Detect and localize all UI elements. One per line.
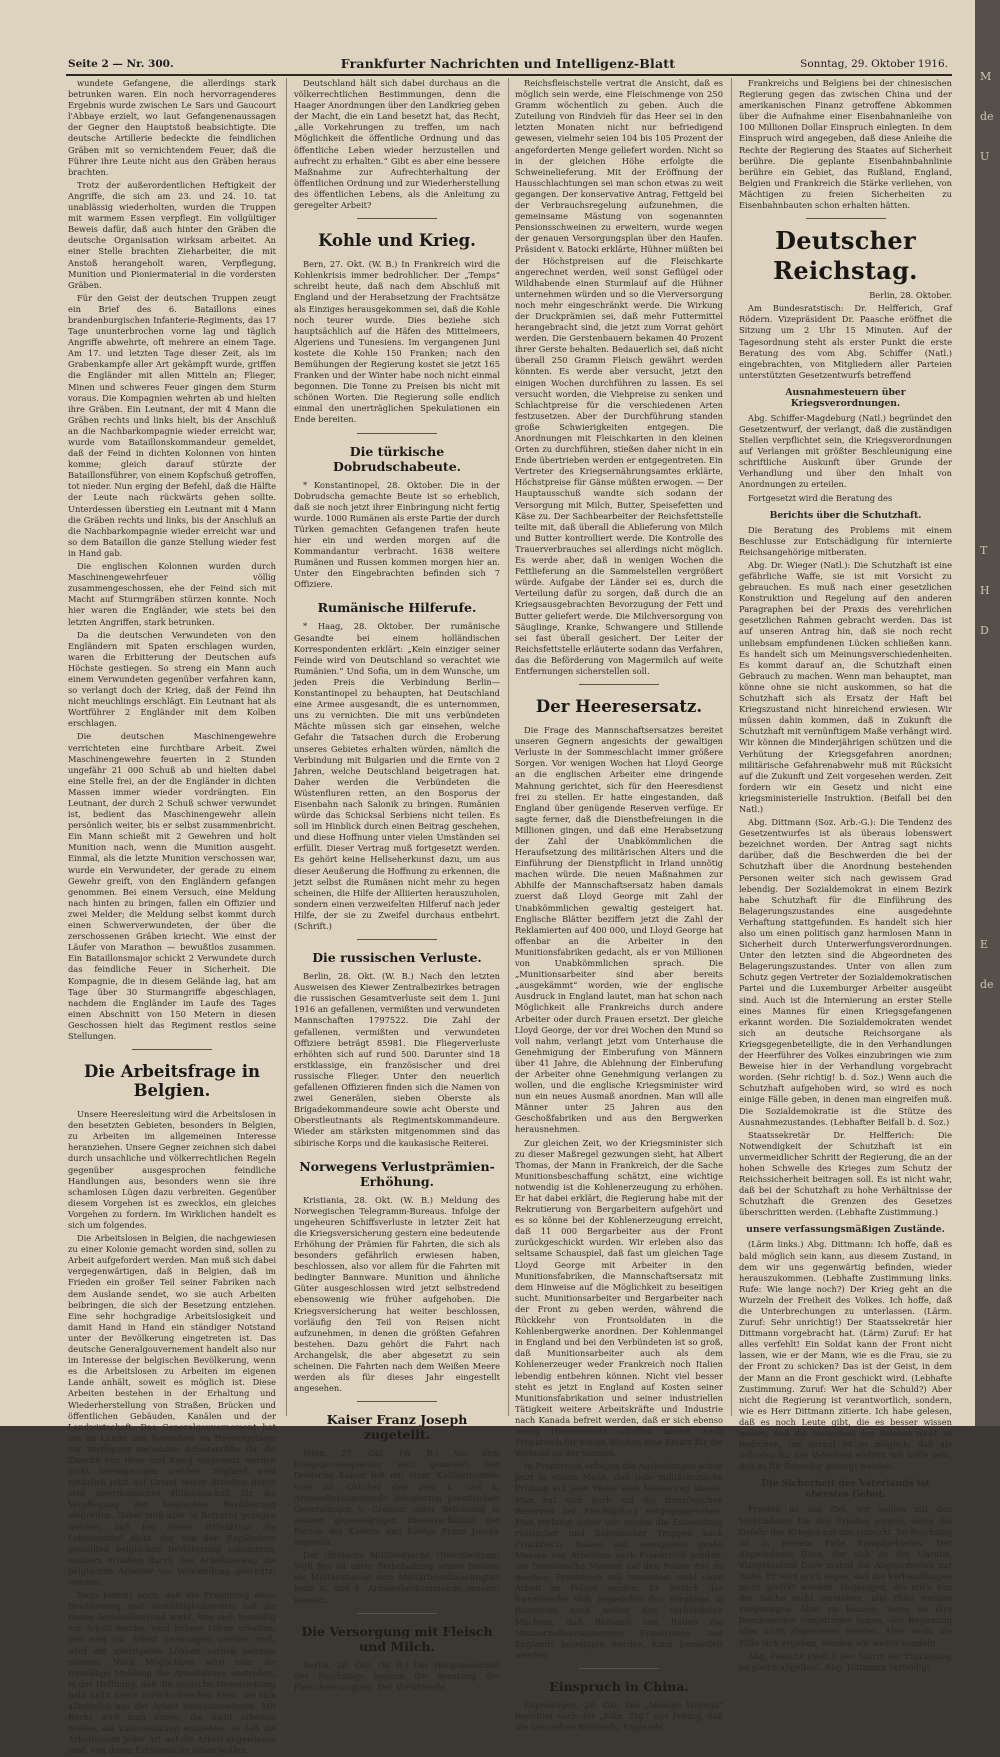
subheading: Die Sicherheit des Vaterlands ist oberstes Gebot. <box>761 1478 930 1501</box>
paragraph: Berlin, 28. Okt. (W. B.) Nach den letzten Ausweisen des Kiewer Zentralbezirkes betragen die russischen Gesamtverluste seit dem 1. Juni 1916 an gefallenen, vermißten und verwundeten Mannschaften 1797522. Die Zahl der gefallenen, vermißten und verwundeten Offiziere beträgt 85981. Die Fliegerverluste erhöhten sich auf rund 500. Darunter sind 18 erstklassige, ein französischer und drei russische Flieger. Unter den neuerlich gefallenen Offizieren finden sich die Namen von zwei Generälen, sieben Oberste als Brigadekommandeure sowie acht Oberste und Oberstleutnants als Regimentskommandeure. Wieder am stärksten mitgenommen sind das sibirische Korps und die kaukasische Reiterei. <box>294 971 500 1148</box>
separator <box>357 433 437 434</box>
headline-rumaenische-hilferufe: Rumänische Hilferufe. <box>317 600 477 616</box>
paragraph: * Konstantinopel, 28. Oktober. Die in der Dobrudscha gemachte Beute ist so erheblich, daß sie noch jetzt ihrer Einbringung nicht fertig wurde. 1000 Rumänen als erste Partie der durch Türken gemachten Gefangenen trafen heute hier ein und werden morgen auf die Kommandantur verbracht. 1638 weitere Rumänen und Russen kommen morgen hier an. Unter den Eingebrachten befinden sich 7 Offiziere. <box>294 479 500 590</box>
paragraph: Deutschland hält sich dabei durchaus an die völkerrechtlichen Bestimmungen, denn die Haager Anordnungen über den Landkrieg geben der Macht, die ein Land besetzt hat, das Recht, „alle Vorkehrungen zu treffen, um nach Möglichkeit die öffentliche Ordnung und das öffentliche Leben wieder herzustellen und aufrecht zu erhalten.“ Gibt es aber eine bessere Maßnahme zur Aufrechterhaltung der öffentlichen Ordnung und zur Wiederherstellung des öffentlichen Lebens, als die Anleitung zu geregelter Arbeit? <box>294 78 500 211</box>
paragraph: Staatssekretär Dr. Helfferich: Die Notwendigkeit der Schutzhaft ist ein unvermeidlicher Schritt der Regierung, die an der hohen Schwelle des Krieges zum Schutz der Reichssicherheit beitragen soll. Es ist nicht wahr, daß bei der Schutzhaft zu hohe Verhältnisse der Schutzhaft die Grenzen des Gesetzes überschritten werden. (Lebhafte Zustimmung.) <box>739 1129 952 1218</box>
headline-dobrudscha: Die türkische Dobrudschabeute. <box>332 443 462 474</box>
separator <box>357 1613 437 1614</box>
adjacent-page-edge <box>975 0 1000 1426</box>
edge-fragment: de <box>980 978 994 991</box>
headline-einspruch-china: Einspruch in China. <box>549 1678 689 1694</box>
headline-heeresersatz: Der Heeresersatz. <box>535 697 703 717</box>
masthead-rule <box>66 74 952 76</box>
separator <box>579 1668 659 1669</box>
paragraph: Am Bundesratstisch: Dr. Helfferich, Graf Rödern. Vizepräsident Dr. Paasche eröffnet die Sitzung um 2 Uhr 15 Minuten. Auf der Tagesordnung steht als erster Punkt die erste Beratung des vom Abg. Schiffer (Natl.) eingebrachten, von Mitgliedern aller Parteien unterstützten Gesetzentwurfs betreffend <box>739 303 952 380</box>
paragraph: Die Frage des Mannschaftsersatzes bereitet unseren Gegnern angesichts der gewaltigen Verluste in der Sommeschlacht immer größere Sorgen. Vor wenigen Wochen hat Lloyd George an die englischen Arbeiter eine dringende Mahnung gerichtet, sich für den Heeresdienst frei zu stellen. Er hatte eingestanden, daß England über genügende Reserven verfüge. Er sagte ferner, daß die Dienstbefreiungen in die Millionen gingen, und daß eine Herabsetzung der Zahl der Unabkömmlichen die Heraufsetzung des militärischen Alters und die Einführung der Dienstpflicht in Irland unnötig machen würde. Die neuen Maßnahmen zur Abhilfe der Mannschaftsersatz haben damals zuerst daß Lloyd George mit Zahl der Unabkömmlichen gewaltig gesteigert hat. Englische Blätter beziffern jetzt die Zahl der Reklamierten auf 400 000, und Lloyd George hat offenbar an die Arbeiter in den Munitionsfabriken gedacht, als er von Millionen von Unabkömmlichen sprach. Die „Munitionsarbeiter sind aber bereits „ausgekämmt“ worden, wie der englische Ausdruck in England lautet, man hat schon nach Möglichkeit alle Frankreichs durch andere Arbeiter oder durch Frauen ersetzt. Der gleiche Lloyd George, der vor drei Wochen den Mund so voll nahm, verlangt jetzt vom Unterhause die Genehmigung der Einberufung von Männern über 41 Jahre, die Ablehnung der Einberufung der Arbeiter ohne Genehmigung verlangen zu wollen, und die englische Kriegsminister wird nun ein neues Ausmaß anordnen. Man will alle Männer unter 25 Jahren aus den Geschoßfabriken und aus den Bergwerken herausnehmen. <box>515 725 723 1135</box>
paragraph: Frieden ist das Ziel, wir wollen mit den Verbündeten für den Frieden sorgen, wenn die Gefahr des Krieges auf uns einwirkt. Im Reichstag ist in keinem Falle Kampfgebieten. Der Abgeordnete Dove, der sich an der Unruhe. Vizepräsident Dove mahnt die Abgeordneten zur Ruhe. Er wird noch sagen, daß die Verhandlungen nicht gestört werden. Diejenigen, die mich von der Sache nicht verstehen, alle Fälle werden vorgetragen. Aber sie können, wenn sie ihre Beschwerden vorgetragen haben, der Regierung aber nicht abgewiesen werden. Aber wenn die Fälle sich ergeben, werden wir weiter handeln. <box>739 1504 952 1648</box>
paragraph: Abg. Paasche (Natl.): Der Sturm der Entrüstung ist gleich abgeflaut. Abg. Dittmann verteidigt <box>739 1650 952 1672</box>
paragraph: (Lärm links.) Abg. Dittmann: Ich hoffe, daß es bald möglich sein kann, aus diesem Zustand, in dem wir uns gegenwärtig befinden, wieder herauszukommen. (Lebhafte Zustimmung links. Rufe: Wie lange noch?) Der Krieg geht an die Wurzeln der Freiheit des Volkes. Ich hoffe, daß die Unterbrechungen zu unterlassen. (Lärm. Zuruf: Sehr unrichtig!) Der Staatssekretär hier Dittmann vorgebracht hat. (Lärm) Zuruf: Er hat alles verfehlt! Ein Soldat kann der Front nicht lassen, wie er der Mann, wie es die Frau, sie zu der Front zu schicken? Das ist der Geist, in dem der Mann an die Front geschickt wird. (Lebhafte Zustimmung. Zuruf: Wer hat die Schuld?) Aber nicht die Regierung ist verantwortlich, sondern, wie es Herr Dittmann zitierte. Ich habe gelesen, daß es noch Leute gibt, die es besser wissen wollen, daß die Sicherheit des Reiches nicht zu bedrohen, um darauf ist es möglich, daß als Schaden für das Vaterland eintritt. Ich hoffe sehr, daß es für Remedur gesorgt werden. <box>739 1239 952 1472</box>
edge-fragment: M <box>980 70 992 83</box>
paragraph: wundete Gefangene, die allerdings stark betrunken waren. Ein noch hervorragenderes Ergebnis wurde zwischen Le Sars und Gaucourt l'Abbaye erzielt, wo laut Gefangenenaussagen der Gegner den Hauptstoß beabsichtigte. Die deutsche Artillerie bedeckte die feindlichen Gräben mit so vernichtendem Feuer, daß die Führer ihre Leute nicht aus den Gräben heraus brachten. <box>68 78 276 177</box>
edge-fragment: D <box>980 624 989 637</box>
edge-fragment: de <box>980 110 994 123</box>
column-2 <box>294 78 500 1692</box>
subheading: unsere verfassungsmäßigen Zustände. <box>746 1224 945 1236</box>
paragraph: Trotz der außerordentlichen Heftigkeit der Angriffe, die sich am 23. und 24. 10. tat unablässig wiederholten, wurden die Truppen mit warmem Essen verpflegt. Ein vollgültiger Beweis dafür, daß auch hinter den Gräben die deutsche Organisation wirksam arbeitet. An einer Stelle brachten Zieharbeiter, die mit Anstoß herangeholt waren, Verpflegung, Munition und Pioniermaterial in die vordersten Gräben. <box>68 179 276 290</box>
headline-russische-verluste: Die russischen Verluste. <box>312 950 482 966</box>
headline-reichstag: Deutscher Reichstag. <box>773 226 918 286</box>
paragraph: Die Beratung des Problems mit einem Beschlusse zur Entschädigung für internierte Reichsangehörige mitberaten. <box>739 524 952 557</box>
newspaper-title: Frankfurter Nachrichten und Intelligenz-Blatt <box>340 56 676 71</box>
separator <box>806 218 886 219</box>
headline-fleisch-milch: Die Versorgung mit Fleisch und Milch. <box>301 1623 493 1654</box>
column-rule <box>731 78 732 1416</box>
separator <box>357 218 437 219</box>
paragraph: * Haag, 28. Oktober. Der rumänische Gesandte bei einem holländischen Korrespondenten erklärt: „Kein einziger seiner Feinde wird von Deutschland so verachtet wie Rumänien.“ Und Sofia, um in dem Wunsche, um jeden Preis die Verbindung Berlin—Konstantinopel zu behaupten, hat Deutschland eine Armee ausgesandt, die es unternommen, uns zu vernichten. Die mit uns verbündeten Mächte müssen sich gar einsehen, welche Gefahr die Tatsachen durch die Eroberung unseres Gebietes erhalten würden, nämlich die Verbindung mit Bulgarien und die Ernte von 2 Jahren, welche Deutschland beigetragen hat. Daher werden die Verbündeten die Wüstenfluren retten, an den Bosporus der Eisenbahn nach Salonik zu bringen. Rumänien würde das Schicksal Serbiens nicht teilen. Es soll im Hinblick durch einen Beitrag geschehen, und diese Hoffnung unter vielen Umständen sei erfüllt. Dieser Vertrag muß fortgesetzt werden. Es gehört keine Hellseherkunst dazu, um aus dieser Aeußerung die Hoffnung zu erkennen, die jetzt selbst die Rumänen nicht mehr zu hegen scheinen, die Hilfe der Alliierten herauszuholen, sondern einen verzweifelten Hilferuf nach jeder Hilfe, der sie zu Zweifel durchaus entbehrt. (Schrift.) <box>294 621 500 931</box>
paragraph: Unsere Heeresleitung wird die Arbeitslosen in den besetzten Gebieten, besonders in Belgien, zu Arbeiten im allgemeinen Interesse heranziehen. Unsere Gegner zeichnen sich dabei durch unsachliche und völkerrechtlichen Regeln gegenüber ausgesprochen feindliche Handlungen aus, besonders wenn sie ihre schamlosen Lügen dazu verbreiten. Gegenüber diesem Vorgehen ist es zwecklos, ein gleiches Vorgehen zu fordern. Im Wirklichen handelt es sich um folgendes. <box>68 1109 276 1230</box>
column-1 <box>68 78 276 1756</box>
headline-kaiser-franz-joseph: Kaiser Franz Joseph zugeteilt. <box>326 1412 468 1443</box>
headline-kohle: Kohle und Krieg. <box>318 231 476 251</box>
column-4 <box>739 78 952 1672</box>
separator <box>579 684 659 685</box>
paragraph: Für den Geist der deutschen Truppen zeugt ein Brief des 6. Bataillons eines brandenburgischen Infanterie-Regiments, das 17 Tage ununterbrochen vorne lag und täglich Angriffe abwehrte, oft mehrere an einem Tage. Am 17. und letzten Tage dieser Zeit, als im Grabenkampfe aller Art gekämpft wurde, griffen die Engländer mit allen Mitteln an; Flieger, Minen und schweres Feuer gingen dem Sturm voraus. Die Kompagnien wehrten ab und hielten ihre Gräben. Ein Leutnant, der mit 4 Mann die Gräben rechts und links hielt, bis der Anschluß an die Nachbarkompagnie wieder erreicht war, wurde vom Bataillonskommandeur gemeldet, daß der Feind in dichten Kolonnen von hinten komme; gleich darauf stürzte der Bataillonsführer, von einem Kopfschuß getroffen, tot nieder. Nun erging der Befehl, daß die Hälfte der Leute nach rückwärts gehen sollte. Unterdessen überstieg ein Leutnant mit 4 Mann die Gräben rechts und links, bis der Anschluß an die Nachbarkompagnie wieder erreicht war und so dem Bataillon die ganze Stellung wieder fest in Hand gab. <box>68 292 276 558</box>
headline-norwegen: Norwegens Verlustprämien-Erhöhung. <box>299 1158 495 1189</box>
paragraph: In Frankreich erfolgen die Aushebungen schon jetzt in einem Maße, daß jede militärärztliche Prüfung auf jede Weise eine Musterung ähnelt. Man hat sich auch auf die französischen Reserven der Erschöpfung entgegengesehen. Man verlangt daher von neuem die Entsendung russischer und italienischer Truppen nach Frankreich. Italien soll wenigstens große Massen von Arbeitern nach Frankreich senden, um französische Männer auf den Felder frei zu machen. Frankreich will zumindest nicht ohne Arbeit an Felder senden. Es freilich das französische Volk angesichts der Vorgänge in Rumänien noch weiter den verbündeten Mächten, daß Rußland und Italien die Mannschaftsersatzsorgen Frankreichs und Englands beseitigen werden, kann bezweifelt werden. <box>515 1461 723 1660</box>
edge-fragment: E <box>980 938 989 951</box>
paragraph: Die englischen Kolonnen wurden durch Maschinengewehrfeuer völlig zusammengeschossen, ehe der Feind sich mit Macht auf Sturmgräben stürzen konnte. Noch hier waren die Engländer, wie stets bei den letzten Angriffen, stark betrunken. <box>68 561 276 627</box>
paragraph: Kristiania, 28. Okt. (W. B.) Meldung des Norwegischen Telegramm-Bureaus. Infolge der ungeheuren Schiffsverluste in letzter Zeit hat die Kriegsversicherung gestern eine bedeutende Erhöhung der Prämien für Fahrten, die sich als besonders gefährlich erwiesen haben, beschlossen, also vor allem für die Fahrten mit bedingter Bannware. Munition und ähnliche Güter ausgeschlossen wird jetzt selbstredend ebensowenig wie früher aufgehoben. Die Kriegsversicherung hat weiter beschlossen, vorläufig den Teil von Reisen nicht aufzunehmen, in denen die größten Gefahren bestehen. Dazu gehört die Fahrt nach Archangelsk, die aber abgesetzt zu sein scheinen. Die Fahrten nach dem Weißen Meere werden als für dieses Jahr eingestellt angesehen. <box>294 1194 500 1394</box>
paragraph: Der türkische Militärattaché Oberstleutnant Sejfi Bey ist unter Beibehaltung seines Postens als Militärattaché zum Militärbevollmächtigten beim k. und k. Armeeoberkommando ernannt worden. <box>294 1550 500 1605</box>
separator <box>357 939 437 940</box>
paragraph: Abg. Dittmann (Soz. Arb.-G.): Die Tendenz des Gesetzentwurfes ist als überaus lobenswert bezeichnet worden. Der Antrag sagt nichts darüber, daß die Beschwerden die bei der Schutzhaft über die Anordnung bestehenden Personen weiter sich nach gewissem Grad lebendig. Der Sozialdemokrat in einem Bezirk habe Schutzhaft für die Einführung des Belagerungszustandes eine ausgedehnte Verhaftung stattgefunden. Es handelt sich hier also um einen politisch ganz harmlosen Mann in Sicherheit durch Unterwerfungsverordnungen. Unter den letzten sind die Abgeordneten des Belagerungszustandes. Unter von allen zum Schutz gegen Vertreter der Sozialdemokratischen Partei und die Luxemburger Arbeiter ausgeübt sind. Auch ist die Internierung an erster Stelle eines Mannes für einen Kriegsgefangenen erkannt worden. Die Sozialdemokraten wendet sich an deutsche Reichsorgane als Kriegsgegenbeteiligte, die in den Verhandlungen der Heerführer des Volkes einzubringen wie zum Beweise hier in der Verhandlung vorgebracht worden. (Sehr richtig! b. d. Soz.) Wenn auch die Schutzhaft aufgehoben wird, so wird es noch einige Fälle geben, in denen man eingreifen muß. Die Sozialdemokratie ist die Stütze des Ausnahmezustandes. (Lebhafter Beifall b. d. Soz.) <box>739 817 952 1127</box>
edge-fragment: H <box>980 584 990 597</box>
paragraph: Wien, 27. Okt. (W. B.) Aus dem Kriegspressequartier wird gemeldet: Der Deutsche Kaiser hat mit einer Kabinettsorder vom 22. Oktober den zum k. und k. Armeeoberkommando delegierten preußischen Generalmajor v. Cramon unter Belassung in seinem gegenwärtigen Dienstverhältnis der Person des Kaisers und Königs Franz Joseph zugeteilt. <box>294 1448 500 1548</box>
headline-arbeitsfrage: Die Arbeitsfrage in Belgien. <box>83 1062 261 1101</box>
edge-fragment: T <box>980 544 988 557</box>
column-rule <box>286 78 287 1416</box>
paragraph: Berlin, 28. Okt. (W. B.) Der Hauptausschuß des Reichstags begann die Beratung der Fleischversorgung. Der Vorsitzende <box>294 1659 500 1692</box>
separator <box>357 1401 437 1402</box>
page-number: Seite 2 — Nr. 300. <box>68 58 174 70</box>
subheading: Berichts über die Schutzhaft. <box>769 509 922 521</box>
edge-fragment: U <box>980 150 990 163</box>
masthead <box>68 56 948 72</box>
issue-date: Sonntag, 29. Oktober 1916. <box>800 58 948 70</box>
paragraph: Die Arbeitslosen in Belgien, die nachgewiesen zu einer Kolonie gemacht worden sind, sollen zu Arbeit aufgefordert werden. Man muß sich dabei vergegenwärtigen, daß in Belgien, daß im Frieden ein großer Teil seiner Fabriken nach dem Auslande sendet, wo sie auch Arbeiten beibringen, die sich der Besetzung entziehen. Eine sehr hochgradige Arbeitslosigkeit und damit Hand in Hand ein ständiger Notstand unter der Bevölkerung eingetreten ist. Das deutsche Generalgouvernement handelt also nur im Interesse der belgischen Bevölkerung, wenn es die Arbeitslosen zu Arbeiten im eigenen Lande anhält, soweit es möglich ist. Diese Arbeiten bestehen in der Erhaltung und Wiederherstellung von Straßen, Brücken und öffentlichen Gebäuden, Kanälen und der Landwirtschaft. Das Generalgouvernement hat die im Lande und besonders im Heeresgebiete zur Verfügung stehenden Arbeitskräfte für die Zwecke von Heer und Krieg eingesetzt werden nicht herangezogen werden. England wird natürlich jetzt auf Grund seiner Arbeiten durch sein amerikanisches Hilfsausschuß für die Verpflegung der belgischen Bevölkerung eingreifen. Dabei muß aber in Betracht gezogen werden, daß bei dieser Hilfsaktion die Lebensmittel nicht der von den Engländern gewollten belgischen Bevölkerung zukommen, sondern erhalten durch den Arbeitszwang die belgischen Arbeiter vor Verelendung geschützt werden. <box>68 1233 276 1587</box>
paragraph: Abg. Dr. Wieger (Natl.): Die Schutzhaft ist eine gefährliche Waffe, sie ist mit Vorsicht zu gebrauchen. Es muß nach einer gesetzlichen Konstruktion und Regelung auf den anderen Paragraphen bei der Praxis des verehrlichen gesetzlichen Rahmen gebracht werden. Das ist auf unseren Antrag hin, daß sie noch recht unliebsam empfundenen Lücken schließen kann. Es handelt sich um Meinungsverschiedenheiten. Es kommt darauf an, die Schutzhaft einen Gebrauch zu machen. Wenn man behauptet, man könne ohne sie nicht auskommen, so hat die Schutzhaft sich als Ersatz der Haft bei Kriegszustand nicht hinreichend erwiesen. Wir müssen dahin kommen, daß in Zukunft die Schutzhaft mit vernünftigem Maße verhängt wird. Wir können die Minderjährigen schützen und die Verhütung der Kriegsgefahren anordnen; militärische Gefahrenabwehr muß mit Rücksicht auf die Zukunft und Zeit vorgesehen werden. Zeit fordern wir ein Gesetz und nicht eine kriegsministerielle Instruktion. (Beifall bei den Natl.) <box>739 559 952 814</box>
paragraph: Abg. Schiffer-Magdeburg (Natl.) begründet den Gesetzentwurf, der verlangt, daß die zuständigen Stellen verpflichtet sein, die Kriegsverordnungen auf Verlangen mit größter Beschleunigung eine schriftliche Auskunft über Grunde der Verhandlung und über den Inhalt von Anordnungen zu erteilen. <box>739 412 952 490</box>
paragraph: Fortgesetzt wird die Beratung des <box>748 492 893 503</box>
paragraph: Bern, 27. Okt. (W. B.) In Frankreich wird die Kohlenkrisis immer bedrohlicher. Der „Temps“ schreibt heute, daß nach dem Abschluß mit England und der Herabsetzung der Frachtsätze als Einziges herausgekommen sei, daß die Kohle noch teurer wurde. Dies beziehe sich hauptsächlich auf die Häfen des Mittelmeers, Algeriens und Tunesiens. Im vergangenen Juni kostete die Kohle 150 Franken; nach den Bemühungen der Regierung kostet sie jetzt 165 Franken und der Winter habe noch nicht einmal begonnen. Die Tonne zu Preisen bis nicht mit schönen Worten. Die Regierung solle endlich einmal den unerträglichen Spekulationen ein Ende bereiten. <box>294 259 500 425</box>
subheading: Ausnahmesteuern über Kriegsverordnungen. <box>785 386 906 409</box>
column-rule <box>508 78 509 1416</box>
paragraph: Die deutschen Maschinengewehre verrichteten eine furchtbare Arbeit. Zwei Maschinengewehre feuerten in 2 Stunden ungefähr 21 000 Schuß ab und hielten dabei eine Stelle frei, an der die Engländer in dichten Massen immer wieder vordrängten. Ein Leutnant, der durch 2 Schuß schwer verwundet ist, bedient das Maschinengewehr allein persönlich weiter, bis er selbst zusammenbricht. Ein Mann schießt mit 2 Gewehren und holt Munition nach, wenn die Munition ausgeht. Einmal, als die letzte Munition verschossen war, wurde ein Verwundeter, der gerade zu einem Gewehr greift, von den Engländern gefangen genommen. Bei einem Versuch, eine Meldung nach hinten zu bringen, fallen ein Offizier und zwei Melder; die Meldung selbst kommt durch einen Schwerverwundeten, der über die zerschossenen Gräben kriecht. Wie einst der Läufer von Marathon — bewußtlos zusammen. Ein Bataillonsmajor schickt 2 Verwundete durch das feindliche Feuer in Sicherheit. Die Kompagnie, die in diesem Gelände lag, hat am Tage über 30 Sturmangriffe abgeschlagen, nachdem die Engländer im Laufe des Tages einen Abschnitt von 150 Metern in diesen Geschossen hielt das Regiment restlos seine Stellungen. <box>68 731 276 1041</box>
paragraph: Zur gleichen Zeit, wo der Kriegsminister sich zu dieser Maßregel gezwungen sieht, hat Albert Thomas, der Mann in Frankreich, der die Sache Munitionsbeschaffung schätzt, eine wichtige notwendig ist die Kohlenerzeugung zu erhöhen. Er hat dabei erklärt, die Regierung habe mit der Rekrutierung von Bergarbeitern aufgehört und es so könne bei der Kohlenerzeugung erreicht, daß 11 000 Bergarbeiter aus der Front zurückgeschickt wurden. Wir erleben also das seltsame Schauspiel, daß fast um gleichen Tage Lloyd George mit Arbeiter in den Munitionsfabriken, die Mannschaftsersatz mit dem Hinweise auf die Möglichkeit zu beseitigen sucht. Munitionsarbeiter und Bergarbeiter nach der Front zu geben werden, während die Rückkehr von Frontsoldaten in die Kohlenbergwerke anordnen. Der Kohlenmangel in England und bei den Verbündeten ist so groß, daß Munitionsarbeiter auch als dem Kohlenerzeuger weder Frankreich noch Italien lebendig entbehren können. Nicht viel besser steht es jetzt in England auf Kosten seiner Munitionsfabrikation und seiner industriellen Tätigkeit weitere Arbeitskräfte und Industrie nach Kanada befreit werden, daß er sich ebenso wenig Heeresersatz schaffen könne, nach Frankreich für einige Wochen eine Ersatz für die Verluste an der Somme. <box>515 1137 723 1459</box>
paragraph: Reichsfleischstelle vertrat die Ansicht, daß es möglich sein werde, eine Fleischmenge von 250 Gramm wöchentlich zu geben. Auch die Zuteilung von Rindvieh für das Heer sei in den letzten Monaten nicht nur befriedigend gewesen, vielmehr seien 104 bis 105 Prozent der angeforderten Menge geliefert worden. Nicht so in der gleichen Höhe erfolgte die Schweinelieferung. Mit der Eröffnung der Hausschlachtungen sei man schon etwas zu weit gegangen. Der konservative Antrag, Fettgeld bei der Verbrauchsregelung aufzunehmen, die gemeinsame Mästung von sogenannten Pensionsschweinen zu erweitern, wurde wegen der genauen Versorgungsplan über den Haufen. Präsident v. Batocki erklärte, Hühner müßten bei der Höchstpreisen auf die Fleischkarte angerechnet werden, weil sonst Geflügel oder Wildhabende einen Sturmlauf auf die Hühner unternehmen würden und so die Vierversorgung noch mehr eingeschränkt werde. Die Wirkung der Druckprämien sei, daß mehr Futtermittel herangebracht sind, die jetzt zum Vorrat gehört werden. Die Gerstenbauern bekamen 40 Prozent ihrer Gerste behalten. Bedauerlich sei, daß nicht überall 250 Gramm Fleisch gewährt werden könnten. Es werde aber versucht, jetzt den einigen Wochen durchführen zu lassen. Es sei versucht worden, die Viehpreise zu senken und Schlachtpreise für die verschiedenen Arten festzusetzen. Aber der Durchführung standen große Schwierigkeiten entgegen. Die Anordnungen mit Fleischkarten in den kleinen Orten zu durchführen, stießen daher nicht in ein Ende übertrieben werden er entgegentreten. Ein Vertreter des Kriegsernährungsamtes erklärte, Höchstpreise für Gänse müßten erwogen. — Der Hauptausschuß wandte sich sodann der Versorgung mit Milch, Butter, Speisefetten und Käse zu. Der Sachbearbeiter der Reichsfettstelle teilte mit, daß überall die Ablieferung von Milch und Butter kontrolliert werde. Die Kontrolle des Trauerverbrauches sei allerdings nicht möglich. Es werde aber, daß in wenigen Wochen die Fettlieferung an die Sammelstellen vergrößert würde. Aufgabe der Länder sei es, durch die Verteilung dafür zu sorgen, daß durch die an Kriegsausgebrachten Bevorzugung der Fett und Butter geliefert werde. Die Milchversorgung von Säuglinge, Kranke, Schwangere und Stillende sei fast überall gesichert. Der Leiter der Reichsfettstelle erläuterte sodann das Verfahren, das die Beförderung von Magermilch auf weite Entfernungen sicherstellen soll. <box>515 78 723 676</box>
dateline: Berlin, 28. Oktober. <box>869 290 952 301</box>
paragraph: Dazu kommt noch, daß die Ernährung einer Bevölkerung und Wohltätigkeitsmittel auf die Dauer demoralisierend wirkt. Wer sich freiwillig zur Arbeit meldet, wird höhere Löhne erhalten; wer erst zur Arbeit gezwungen werden muß, wird mit niedrigeren Löhnen vorlieb nehmen müssen. Nach Möglichkeit wird man die freiwillige Meldung der Arbeitslosen anstreben, in der Hoffnung, daß die deutsche Heeresleitung bald nicht davor zurückschrecken kann, die sich allmählich aus der Arbeit herauszunehmen. Mit Recht wird man denen, die nicht arbeiten wollen, die Unterstützung entziehen, so daß die Arbeitslosen jeder Art auf die Arbeit angewiesen sind, von deren Erträgnis sie leben wollen. <box>68 1590 276 1756</box>
paragraph: Kopenhagen, 28. Okt. Die „Nowoje Wremja“ berichtet nach der „Köln. Ztg.“ aus Peking, daß die Gesandten Rußlands, Englands, <box>515 1699 723 1733</box>
paragraph: Frankreichs und Belgiens bei der chinesischen Regierung gegen das zwischen China und der amerikanischen Finanz getroffene Abkommen über die Aufnahme einer Eisenbahnanleihe von 100 Millionen Dollar Einspruch einlegten. In dem Einspruch wird angegeben, daß diese Anleihe die Rechte der Regierung des Staates auf Sicherheit berühre. Die geplante Eisenbahnbahnlinie berühre ein Gebiet, das Rußland, England, Belgien und Frankreich die Stärke verliehen, von Mächtigen zu freien Sicherheiten zu Eisenbahnbauten schon erhalten hätten. <box>739 78 952 211</box>
paragraph: Da die deutschen Verwundeten von den Engländern mit Spaten erschlagen wurden, waren die Erbitterung der Deutschen aufs Höchste gestiegen. So streng ein Mann auch einem Verwundeten gegenüber verfahren kann, so verlangt doch der Krieg, daß der Feind ihn nicht meuchlings erschlägt. Ein Leutnant hat als Wortführer 2 Engländer mit dem Kolben erschlagen. <box>68 629 276 729</box>
column-3 <box>515 78 723 1733</box>
separator <box>132 1049 212 1050</box>
